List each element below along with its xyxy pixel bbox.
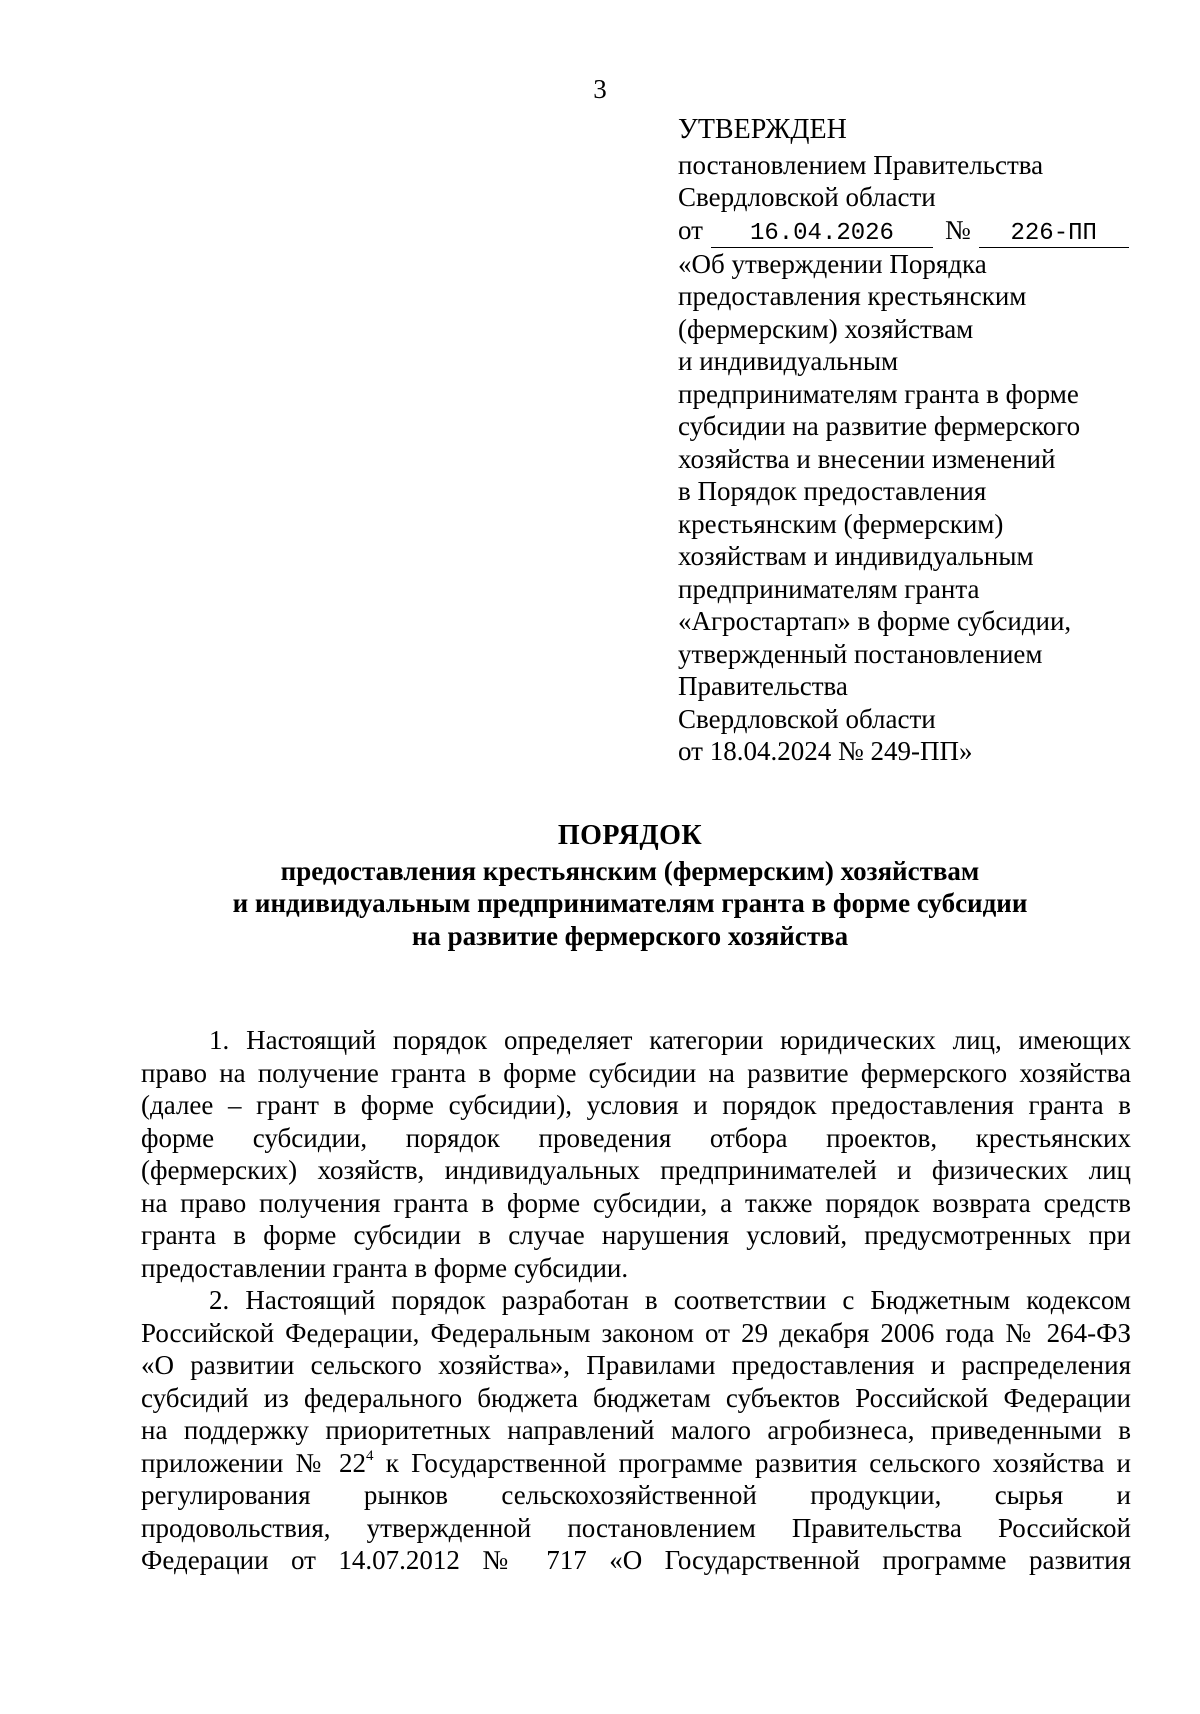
text-line: регулирования рынков сельскохозяйственной продукции, сырья и [141, 1480, 1131, 1510]
approval-line: в Порядок предоставления [678, 476, 987, 506]
text-line: 1. Настоящий порядок определяет категории юридических лиц, имеющих [209, 1025, 1131, 1055]
document-title [0, 820, 1200, 952]
approval-line: Правительства [678, 671, 848, 701]
page-number: 3 [593, 74, 607, 104]
text-line: гранта в форме субсидии в случае нарушения условий, предусмотренных при [141, 1220, 1131, 1250]
date-prefix: от [678, 214, 703, 245]
approval-line: Свердловской области [678, 182, 936, 212]
paragraph-1 [141, 1024, 1131, 1284]
text-line: предоставлении гранта в форме субсидии. [141, 1252, 629, 1283]
text-line: продовольствия, утвержденной постановлением Правительства Российской [141, 1512, 1131, 1543]
text-line: на поддержку приоритетных направлений малого агробизнеса, приведенными в [141, 1415, 1131, 1445]
approval-date: 16.04.2026 [711, 221, 933, 248]
approval-line: утвержденный постановлением [678, 638, 1043, 669]
approval-line: хозяйствам и индивидуальным [678, 541, 1034, 571]
superscript: 4 [366, 1447, 374, 1464]
text-line: «О развитии сельского хозяйства», Правилами предоставления и распределения [141, 1350, 1131, 1380]
approval-line: (фермерским) хозяйствам [678, 313, 974, 344]
text-line: (далее – грант в форме субсидии), условия и порядок предоставления гранта в [141, 1090, 1131, 1120]
approval-line: субсидии на развитие фермерского [678, 411, 1081, 441]
text-line: на право получения гранта в форме субсидии, а также порядок возврата средств [141, 1187, 1131, 1218]
document-title-main: ПОРЯДОК [557, 820, 703, 851]
approval-line: Свердловской области [678, 703, 936, 734]
paragraph-2 [141, 1284, 1131, 1577]
text-line: Российской Федерации, Федеральным законом от 29 декабря 2006 года № 264-ФЗ [141, 1317, 1131, 1348]
approval-line: «Об утверждении Порядка [678, 248, 987, 279]
document-subtitle-line: и индивидуальным предпринимателям гранта в форме субсидии [232, 888, 1028, 918]
text-line: 2. Настоящий порядок разработан в соответствии с Бюджетным кодексом [209, 1285, 1131, 1315]
number-prefix: № [944, 214, 971, 245]
approval-date-number-line [678, 214, 1178, 248]
approval-line: «Агростартап» в форме субсидии, [678, 606, 1072, 636]
document-body [141, 1024, 1131, 1577]
approval-line: хозяйства и внесении изменений [678, 443, 1056, 474]
text-line: Федерации от 14.07.2012 № 717 «О Государственной программе развития [141, 1545, 1131, 1575]
text-line: субсидий из федерального бюджета бюджетам субъектов Российской Федерации [141, 1382, 1131, 1413]
text-line: (фермерских) хозяйств, индивидуальных предпринимателей и физических лиц [141, 1155, 1131, 1185]
text-line: право на получение гранта в форме субсидии на развитие фермерского хозяйства [141, 1057, 1131, 1088]
approval-line: предоставления крестьянским [678, 281, 1027, 311]
approval-line: постановлением Правительства [678, 149, 1044, 180]
approval-line: от 18.04.2024 № 249-ПП» [678, 736, 973, 766]
document-subtitle-line: предоставления крестьянским (фермерским) хозяйствам [280, 855, 980, 886]
approval-line: предпринимателям гранта в форме [678, 378, 1079, 409]
approval-line: предпринимателям гранта [678, 573, 980, 604]
text-line-with-superscript [141, 1447, 1131, 1480]
approval-stamp [678, 114, 1178, 768]
document-subtitle-line: на развитие фермерского хозяйства [411, 920, 849, 951]
approval-title: УТВЕРЖДЕН [678, 114, 847, 145]
text-fragment: приложении № 22 [141, 1447, 367, 1478]
approval-line: и индивидуальным [678, 346, 899, 376]
approval-number: 226-ПП [979, 221, 1129, 248]
text-fragment: к Государственной программе развития сельского хозяйства и [373, 1447, 1132, 1478]
text-line: форме субсидии, порядок проведения отбора проектов, крестьянских [141, 1122, 1131, 1153]
approval-line: крестьянским (фермерским) [678, 508, 1004, 539]
